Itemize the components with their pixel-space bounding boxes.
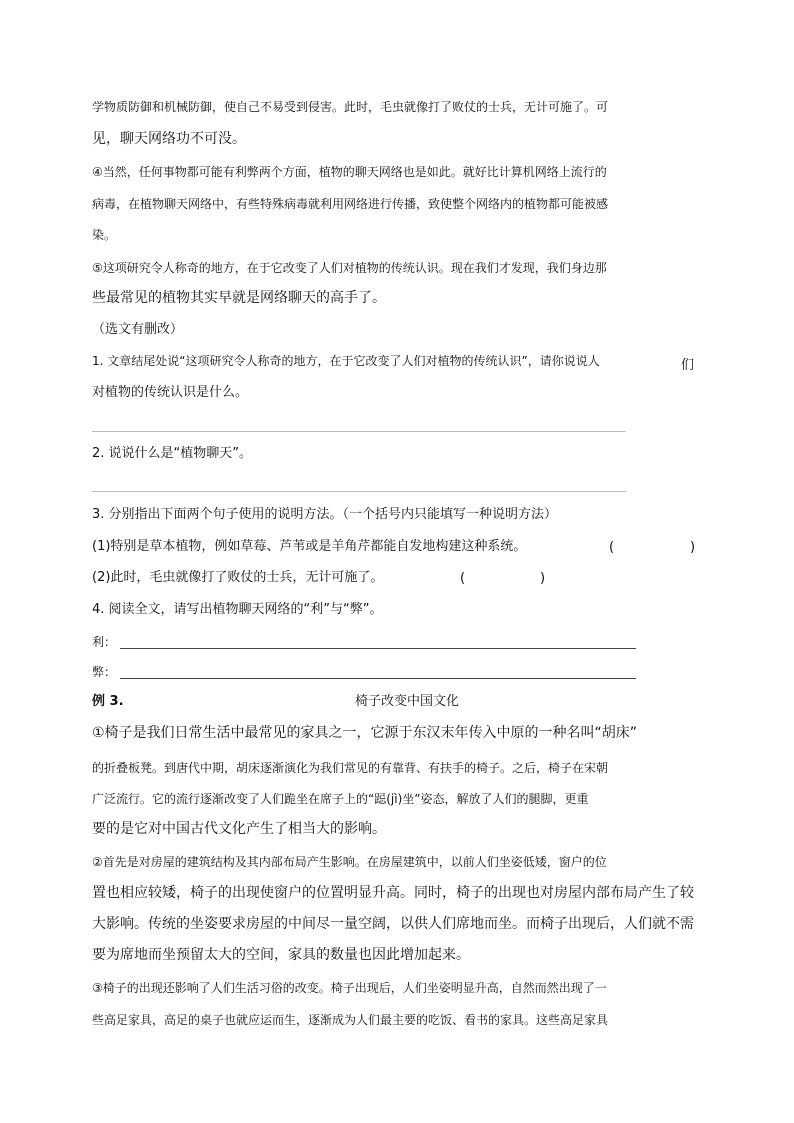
question-3: 3. 分别指出下面两个句子使用的说明方法。（一个括号内只能填写一种说明方法） [92, 507, 558, 522]
passage-paragraph-4: ④当然，任何事物都可能有利弊两个方面，植物的聊天网络也是如此。就好比计算机网络上流行的 [92, 165, 607, 179]
question-1-line2: 对植物的传统认识是什么。 [92, 385, 249, 400]
paren-close: ) [690, 540, 696, 555]
example-line: 广泛流行。它的流行逐渐改变了人们跪坐在席子上的“跽(jì)坐”姿态，解放了人们的腿脚，更重 [92, 792, 589, 806]
passage-note: （选文有删改） [92, 322, 184, 337]
example-paragraph-1: ①椅子是我们日常生活中最常见的家具之一，它源于东汉末年传入中原的一种名叫“胡床” [92, 725, 638, 741]
question-4: 4. 阅读全文，请写出植物聊天网络的“利”与“弊”。 [92, 602, 383, 617]
paren-close: ) [540, 571, 546, 586]
example-line: 的折叠板凳。到唐代中期，胡床逐渐演化为我们常见的有靠背、有扶手的椅子。之后，椅子在宋朝 [92, 761, 609, 775]
passage-line: 病毒，在植物聊天网络中，有些特殊病毒就利用网络进行传播，致使整个网络内的植物都可能被感 [92, 197, 609, 211]
example-paragraph-3: ③椅子的出现还影响了人们生活习俗的改变。椅子出现后，人们坐姿明显升高，自然而然出现了一 [92, 981, 607, 995]
passage-line: 染。 [92, 228, 117, 242]
answer-line-1[interactable] [92, 431, 626, 432]
passage-line: 见，聊天网络功不可没。 [92, 131, 246, 147]
disadvantage-answer-line[interactable] [120, 678, 636, 679]
question-1-tail: 们 [681, 358, 695, 373]
advantage-label: 利： [92, 635, 117, 649]
paren-open: ( [609, 540, 615, 555]
example-paragraph-2: ②首先是对房屋的建筑结构及其内部布局产生影响。在房屋建筑中，以前人们坐姿低矮，窗户的位 [92, 855, 607, 869]
passage-paragraph-5: ⑤这项研究令人称奇的地方，在于它改变了人们对植物的传统认识。现在我们才发现，我们身边那 [92, 261, 607, 275]
question-3-sentence-2: (2)此时，毛虫就像打了败仗的士兵，无计可施了。 [92, 570, 384, 585]
paren-open: ( [460, 571, 466, 586]
passage-line: 些最常见的植物其实早就是网络聊天的高手了。 [92, 290, 386, 306]
answer-line-2[interactable] [92, 491, 626, 492]
question-1: 1. 文章结尾处说“这项研究令人称奇的地方，在于它改变了人们对植物的传统认识”，请你说说人 [92, 354, 600, 368]
disadvantage-label: 弊： [92, 665, 117, 679]
example-title: 椅子改变中国文化 [355, 694, 460, 709]
example-line: 要的是它对中国古代文化产生了相当大的影响。 [92, 821, 386, 837]
example-line: 大影响。传统的坐姿要求房屋的中间尽一量空阔，以供人们席地而坐。而椅子出现后，人们就不需 [92, 916, 694, 932]
example-line: 置也相应较矮，椅子的出现使窗户的位置明显升高。同时，椅子的出现也对房屋内部布局产生了较 [92, 885, 694, 901]
example-label: 例 3. [92, 694, 124, 709]
advantage-answer-line[interactable] [120, 648, 636, 649]
example-line: 些高足家具，高足的桌子也就应运而生，逐渐成为人们最主要的吃饭、看书的家具。这些高足家具 [92, 1013, 609, 1027]
passage-line: 学物质防御和机械防御，使自己不易受到侵害。此时，毛虫就像打了败仗的士兵，无计可施了。可 [92, 100, 609, 114]
question-2: 2. 说说什么是“植物聊天”。 [92, 446, 253, 461]
example-line: 要为席地而坐预留太大的空间，家具的数量也因此增加起来。 [92, 947, 470, 963]
question-3-sentence-1: (1)特别是草本植物，例如草莓、芦苇或是羊角芹都能自发地构建这种系统。 [92, 539, 527, 554]
